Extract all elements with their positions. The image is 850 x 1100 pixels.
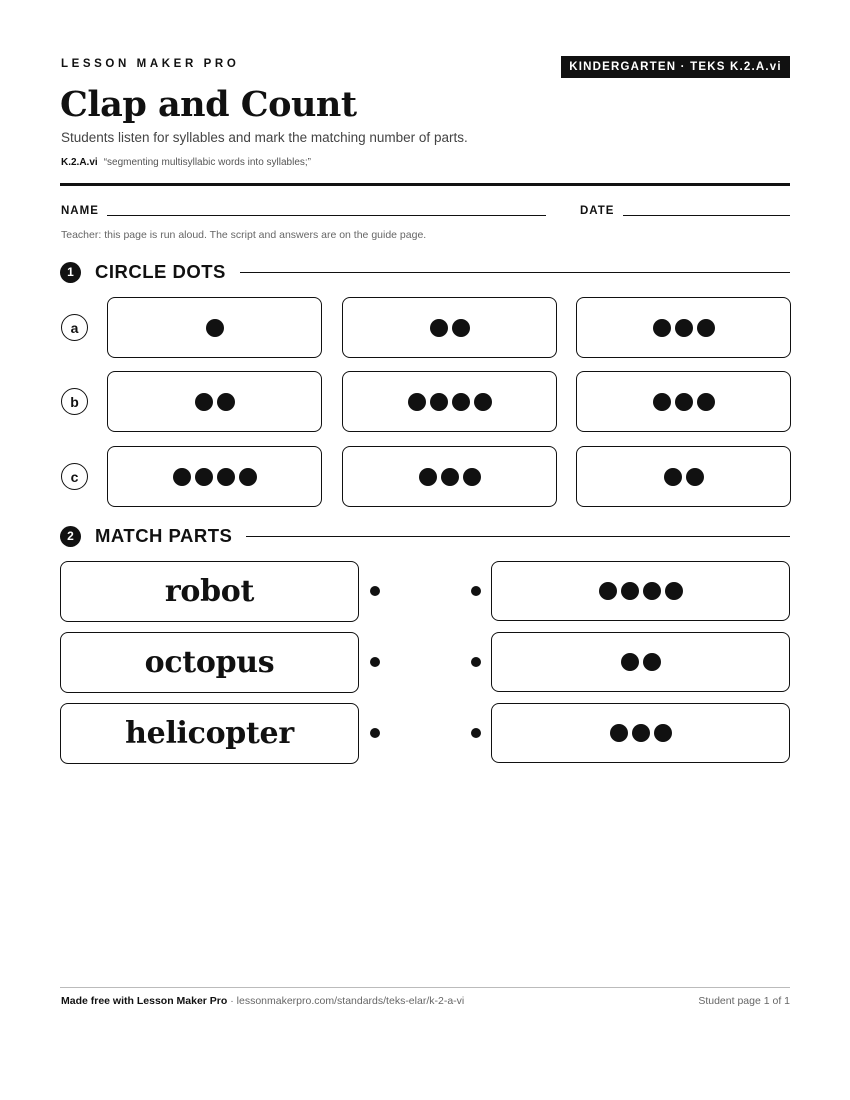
syllable-count-card — [491, 703, 790, 763]
date-label: DATE — [580, 205, 615, 217]
footer-separator: · — [227, 995, 237, 1007]
standard-code: K.2.A.vi — [61, 157, 98, 168]
word-connector-dot[interactable] — [370, 657, 380, 667]
dot-icon — [654, 724, 672, 742]
dot-icon — [653, 319, 671, 337]
grade-standard-badge: KINDERGARTEN · TEKS K.2.A.vi — [561, 56, 790, 78]
page-title: Clap and Count — [60, 84, 357, 125]
dot-icon — [599, 582, 617, 600]
count-connector-dot[interactable] — [471, 728, 481, 738]
dot-icon — [653, 393, 671, 411]
name-label: NAME — [61, 205, 99, 217]
dot-icon — [217, 468, 235, 486]
dot-icon — [195, 393, 213, 411]
section-1-title: CIRCLE DOTS — [95, 261, 226, 282]
footer-url[interactable]: lessonmakerpro.com/standards/teks-elar/k-2-a-vi — [236, 995, 465, 1007]
word-card: octopus — [60, 632, 359, 693]
word-connector-dot[interactable] — [370, 586, 380, 596]
dot-icon — [675, 393, 693, 411]
dot-icon — [474, 393, 492, 411]
row-label-2: c — [61, 463, 88, 490]
dot-icon — [195, 468, 213, 486]
dot-icon — [697, 393, 715, 411]
dot-icon — [697, 319, 715, 337]
word-card: robot — [60, 561, 359, 622]
footer-divider — [60, 987, 790, 988]
standard-text: “segmenting multisyllabic words into syllables;” — [103, 157, 311, 168]
name-line[interactable] — [107, 215, 546, 216]
section-1-header — [60, 261, 790, 283]
row-label-1: b — [61, 388, 88, 415]
dot-icon — [441, 468, 459, 486]
footer-made-with: Made free with Lesson Maker Pro — [61, 995, 228, 1007]
syllable-count-card — [491, 561, 790, 621]
dot-icon — [675, 319, 693, 337]
count-connector-dot[interactable] — [471, 657, 481, 667]
dot-icon — [173, 468, 191, 486]
count-connector-dot[interactable] — [471, 586, 481, 596]
dot-icon — [206, 319, 224, 337]
standard-line — [61, 157, 311, 168]
teacher-note: Teacher: this page is run aloud. The script and answers are on the guide page. — [61, 229, 427, 241]
section-2-title: MATCH PARTS — [95, 525, 233, 546]
dot-icon — [643, 653, 661, 671]
section-2-number: 2 — [60, 526, 81, 547]
dot-icon — [452, 393, 470, 411]
dot-icon — [419, 468, 437, 486]
dot-icon — [430, 393, 448, 411]
dot-choice-box[interactable] — [107, 297, 322, 358]
dot-choice-box[interactable] — [576, 297, 791, 358]
dot-choice-box[interactable] — [576, 371, 791, 432]
footer-credit — [61, 995, 464, 1007]
dot-icon — [610, 724, 628, 742]
dot-choice-box[interactable] — [576, 446, 791, 507]
word-connector-dot[interactable] — [370, 728, 380, 738]
dot-icon — [665, 582, 683, 600]
dot-icon — [643, 582, 661, 600]
dot-icon — [430, 319, 448, 337]
dot-icon — [463, 468, 481, 486]
dot-icon — [217, 393, 235, 411]
page-subtitle: Students listen for syllables and mark the matching number of parts. — [61, 130, 468, 145]
word-card: helicopter — [60, 703, 359, 764]
dot-icon — [621, 582, 639, 600]
header-divider — [60, 183, 790, 186]
brand-name: LESSON MAKER PRO — [61, 58, 240, 70]
dot-choice-box[interactable] — [342, 297, 557, 358]
dot-icon — [664, 468, 682, 486]
section-1-rule — [240, 272, 790, 273]
dot-icon — [621, 653, 639, 671]
dot-icon — [686, 468, 704, 486]
row-label-0: a — [61, 314, 88, 341]
dot-icon — [452, 319, 470, 337]
dot-icon — [239, 468, 257, 486]
dot-icon — [408, 393, 426, 411]
section-2-header — [60, 525, 790, 547]
section-1-number: 1 — [60, 262, 81, 283]
dot-icon — [632, 724, 650, 742]
syllable-count-card — [491, 632, 790, 692]
dot-choice-box[interactable] — [342, 371, 557, 432]
section-2-rule — [246, 536, 790, 537]
dot-choice-box[interactable] — [107, 371, 322, 432]
date-line[interactable] — [623, 215, 790, 216]
dot-choice-box[interactable] — [342, 446, 557, 507]
footer-page-number: Student page 1 of 1 — [698, 995, 790, 1007]
dot-choice-box[interactable] — [107, 446, 322, 507]
